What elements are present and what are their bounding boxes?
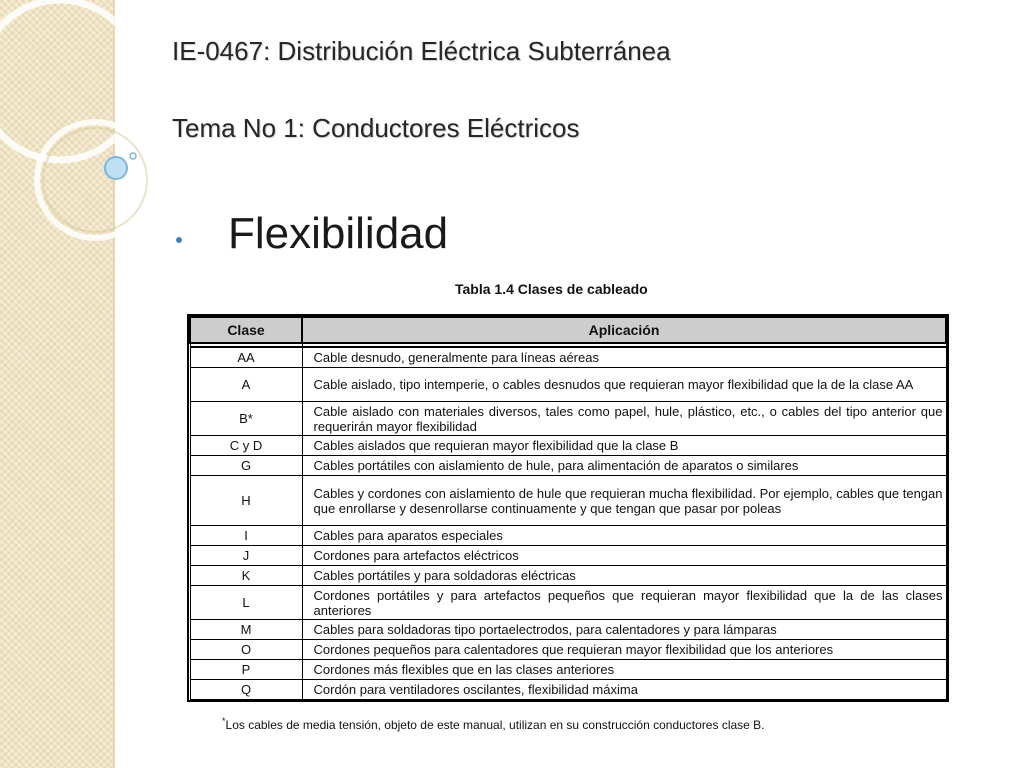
table-row <box>190 456 946 476</box>
decorative-ring-medium <box>37 122 153 238</box>
table-cell-clase: A <box>190 368 302 402</box>
table-row <box>190 526 946 546</box>
classes-table-frame <box>187 314 949 702</box>
table-cell-aplicacion: Cordones para artefactos eléctricos <box>302 546 946 566</box>
table-cell-aplicacion: Cordón para ventiladores oscilantes, flexibilidad máxima <box>302 680 946 700</box>
table-row <box>190 368 946 402</box>
table-cell-aplicacion: Cable desnudo, generalmente para líneas aéreas <box>302 347 946 368</box>
table-cell-aplicacion: Cables para aparatos especiales <box>302 526 946 546</box>
table-row <box>190 347 946 368</box>
table-cell-clase: K <box>190 566 302 586</box>
table-row <box>190 620 946 640</box>
table-row <box>190 402 946 436</box>
table-cell-clase: AA <box>190 347 302 368</box>
table-cell-clase: Q <box>190 680 302 700</box>
table-row <box>190 546 946 566</box>
table-row <box>190 566 946 586</box>
table-footnote <box>222 716 765 732</box>
decorative-ring-large <box>0 0 140 160</box>
footnote-mark: * <box>222 716 226 726</box>
table-row <box>190 436 946 456</box>
classes-table <box>189 316 947 700</box>
table-cell-aplicacion: Cordones portátiles y para artefactos pequeños que requieran mayor flexibilidad que la de las clases anteriores <box>302 586 946 620</box>
table-cell-aplicacion: Cables aislados que requieran mayor flexibilidad que la clase B <box>302 436 946 456</box>
table-caption: Tabla 1.4 Clases de cableado <box>455 281 648 297</box>
table-cell-clase: O <box>190 640 302 660</box>
table-cell-aplicacion: Cables y cordones con aislamiento de hule que requieran mucha flexibilidad. Por ejemplo, cables que tengan que enrollarse y desenrollarse continuamente y que tengan que pasar por poleas <box>302 476 946 526</box>
table-cell-clase: B* <box>190 402 302 436</box>
table-cell-clase: J <box>190 546 302 566</box>
table-cell-clase: C y D <box>190 436 302 456</box>
table-cell-aplicacion: Cables portátiles con aislamiento de hule, para alimentación de aparatos o similares <box>302 456 946 476</box>
table-cell-clase: L <box>190 586 302 620</box>
decorative-rings <box>0 0 200 260</box>
decorative-small-bubble-icon <box>130 153 136 159</box>
table-cell-aplicacion: Cable aislado con materiales diversos, tales como papel, hule, plástico, etc., o cables del tipo anterior que requerirán mayor flexibilidad <box>302 402 946 436</box>
table-row <box>190 640 946 660</box>
table-header-clase: Clase <box>190 317 302 343</box>
slide-title: IE-0467: Distribución Eléctrica Subterránea <box>172 36 671 66</box>
table-cell-aplicacion: Cordones pequeños para calentadores que requieran mayor flexibilidad que los anteriores <box>302 640 946 660</box>
footnote-text: Los cables de media tensión, objeto de este manual, utilizan en su construcción conductores clase B. <box>225 718 765 732</box>
table-cell-aplicacion: Cables portátiles y para soldadoras eléctricas <box>302 566 946 586</box>
table-row <box>190 680 946 700</box>
table-cell-clase: I <box>190 526 302 546</box>
table-cell-clase: P <box>190 660 302 680</box>
bullet-heading: Flexibilidad <box>228 209 449 258</box>
table-cell-aplicacion: Cable aislado, tipo intemperie, o cables desnudos que requieran mayor flexibilidad que la de la clase AA <box>302 368 946 402</box>
table-row <box>190 586 946 620</box>
bullet-dot-icon <box>176 237 182 243</box>
table-header-aplicacion: Aplicación <box>302 317 946 343</box>
table-row <box>190 476 946 526</box>
decorative-ring-shadow <box>43 128 147 232</box>
table-row <box>190 660 946 680</box>
table-header-row <box>190 317 946 343</box>
table-cell-clase: M <box>190 620 302 640</box>
decorative-bubble-icon <box>105 157 127 179</box>
slide-subtitle: Tema No 1: Conductores Eléctricos <box>172 113 580 143</box>
table-cell-aplicacion: Cordones más flexibles que en las clases anteriores <box>302 660 946 680</box>
table-cell-aplicacion: Cables para soldadoras tipo portaelectrodos, para calentadores y para lámparas <box>302 620 946 640</box>
table-cell-clase: G <box>190 456 302 476</box>
table-cell-clase: H <box>190 476 302 526</box>
